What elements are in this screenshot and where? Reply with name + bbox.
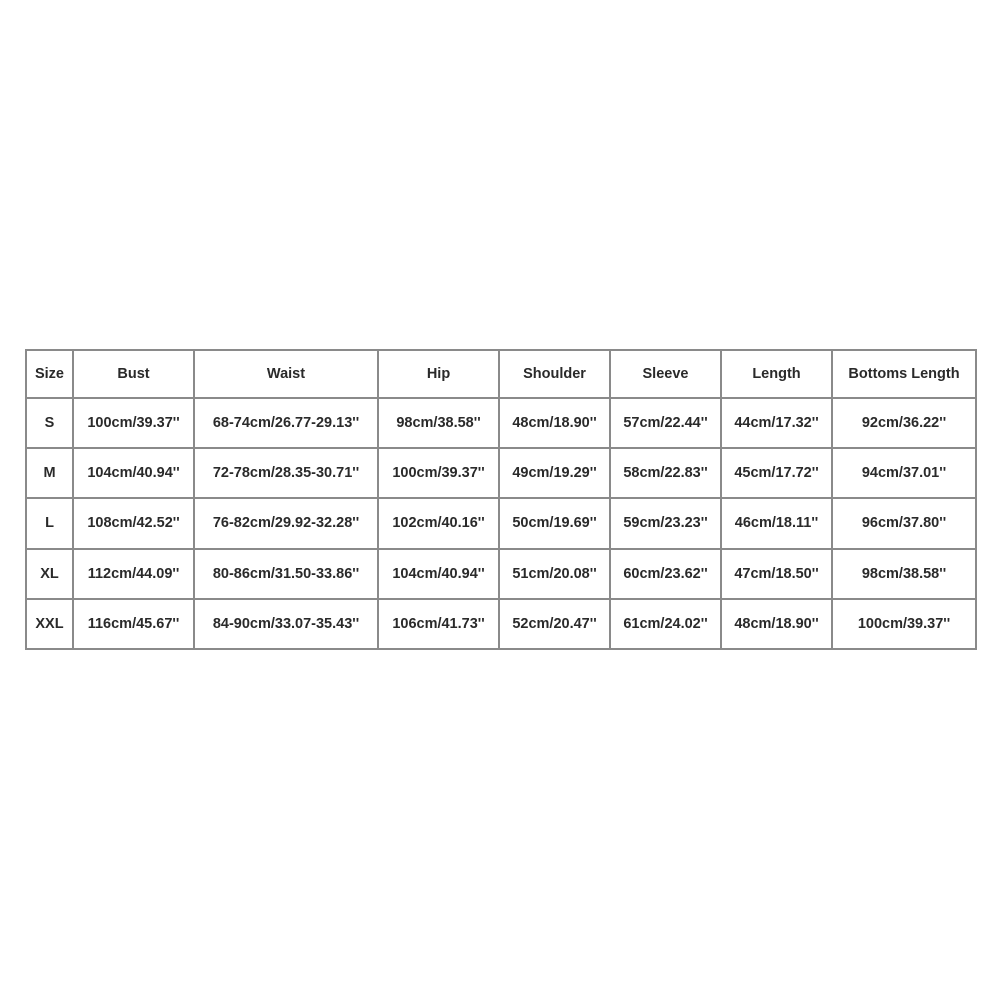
cell-waist: 80-86cm/31.50-33.86''	[194, 549, 378, 599]
header-row	[26, 350, 976, 398]
cell-hip: 104cm/40.94''	[378, 549, 499, 599]
cell-length: 47cm/18.50''	[721, 549, 832, 599]
cell-bust: 108cm/42.52''	[73, 498, 194, 548]
cell-size: S	[26, 398, 73, 448]
cell-hip: 102cm/40.16''	[378, 498, 499, 548]
cell-size: XXL	[26, 599, 73, 649]
cell-waist: 84-90cm/33.07-35.43''	[194, 599, 378, 649]
cell-size: L	[26, 498, 73, 548]
cell-size: XL	[26, 549, 73, 599]
cell-bust: 116cm/45.67''	[73, 599, 194, 649]
header-bust: Bust	[73, 350, 194, 398]
cell-waist: 68-74cm/26.77-29.13''	[194, 398, 378, 448]
header-length: Length	[721, 350, 832, 398]
cell-bottoms-length: 96cm/37.80''	[832, 498, 976, 548]
header-shoulder: Shoulder	[499, 350, 610, 398]
cell-bottoms-length: 92cm/36.22''	[832, 398, 976, 448]
cell-bottoms-length: 100cm/39.37''	[832, 599, 976, 649]
cell-bottoms-length: 98cm/38.58''	[832, 549, 976, 599]
header-bottoms-length: Bottoms Length	[832, 350, 976, 398]
cell-length: 48cm/18.90''	[721, 599, 832, 649]
cell-shoulder: 49cm/19.29''	[499, 448, 610, 498]
cell-sleeve: 57cm/22.44''	[610, 398, 721, 448]
cell-bottoms-length: 94cm/37.01''	[832, 448, 976, 498]
cell-sleeve: 61cm/24.02''	[610, 599, 721, 649]
cell-length: 44cm/17.32''	[721, 398, 832, 448]
cell-bust: 100cm/39.37''	[73, 398, 194, 448]
cell-hip: 100cm/39.37''	[378, 448, 499, 498]
table-row	[26, 448, 976, 498]
cell-sleeve: 60cm/23.62''	[610, 549, 721, 599]
cell-bust: 112cm/44.09''	[73, 549, 194, 599]
cell-shoulder: 51cm/20.08''	[499, 549, 610, 599]
header-sleeve: Sleeve	[610, 350, 721, 398]
cell-waist: 72-78cm/28.35-30.71''	[194, 448, 378, 498]
table-row	[26, 498, 976, 548]
cell-length: 46cm/18.11''	[721, 498, 832, 548]
size-chart-table	[25, 349, 977, 650]
cell-waist: 76-82cm/29.92-32.28''	[194, 498, 378, 548]
header-hip: Hip	[378, 350, 499, 398]
cell-shoulder: 48cm/18.90''	[499, 398, 610, 448]
cell-bust: 104cm/40.94''	[73, 448, 194, 498]
cell-hip: 98cm/38.58''	[378, 398, 499, 448]
cell-hip: 106cm/41.73''	[378, 599, 499, 649]
cell-shoulder: 52cm/20.47''	[499, 599, 610, 649]
cell-sleeve: 58cm/22.83''	[610, 448, 721, 498]
cell-length: 45cm/17.72''	[721, 448, 832, 498]
cell-size: M	[26, 448, 73, 498]
table-row	[26, 398, 976, 448]
cell-shoulder: 50cm/19.69''	[499, 498, 610, 548]
table-row	[26, 549, 976, 599]
table-row	[26, 599, 976, 649]
header-waist: Waist	[194, 350, 378, 398]
cell-sleeve: 59cm/23.23''	[610, 498, 721, 548]
header-size: Size	[26, 350, 73, 398]
